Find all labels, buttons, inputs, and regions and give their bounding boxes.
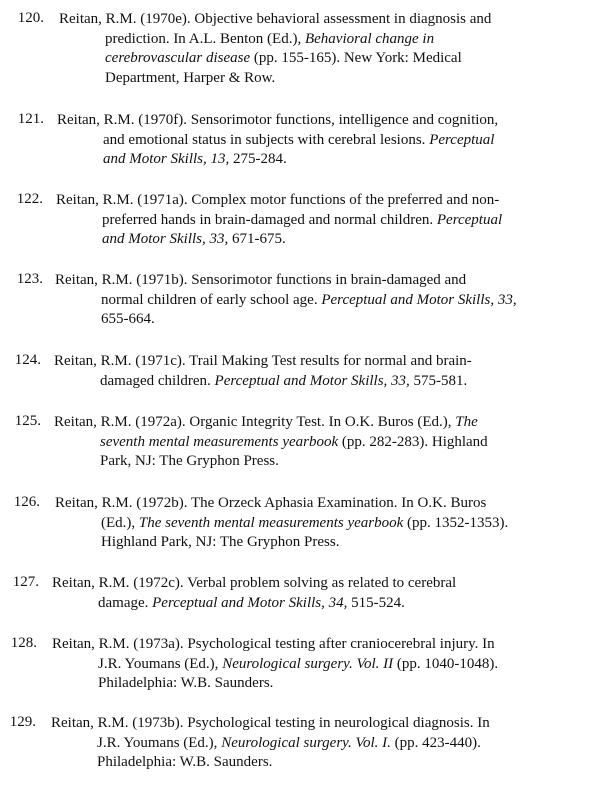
reference-number: 129. [9,714,36,730]
text-segment: normal children of early school age. [101,291,322,308]
text-segment: (pp. 423-440). [390,734,481,751]
text-segment: 515-524. [347,594,405,611]
reference-number: 122. [16,191,43,207]
reference-line [55,533,508,553]
text-segment: Reitan, R.M. (1972b). The Orzeck Aphasia Examination. In O.K. Buros [55,495,487,511]
text-segment: 655-664. [101,311,155,327]
italic-title-segment: Perceptual and Motor Skills, 34, [152,594,348,611]
text-segment: Reitan, R.M. (1970f). Sensorimotor functions, intelligence and cognition, [57,112,499,128]
text-segment: 275-284. [229,151,287,167]
italic-title-segment: Perceptual and Motor Skills, 33, [321,291,517,308]
reference-line [52,655,498,675]
italic-title-segment: and Motor Skills, 33, [102,231,229,247]
text-segment: damaged children. [100,372,215,389]
reference-line [54,352,472,372]
reference-line [51,734,490,754]
reference-number: 120. [17,10,44,26]
reference-number: 123. [16,271,43,287]
italic-title-segment: Neurological surgery. Vol. II [222,655,394,672]
italic-title-segment: The [455,414,478,430]
italic-title-segment: Perceptual [436,211,503,228]
reference-text [55,494,508,553]
text-segment: damage. [98,594,153,611]
text-segment: (pp. 1040-1048). [393,655,499,672]
reference-line [52,594,456,614]
reference-line [55,310,517,330]
text-segment: Reitan, R.M. (1971c). Trail Making Test results for normal and brain- [54,353,472,369]
text-segment: preferred hands in brain-damaged and normal children. [102,211,437,228]
italic-title-segment: and Motor Skills, 13, [103,151,230,167]
reference-line [54,452,488,472]
reference-text [56,191,502,250]
reference-line [56,191,502,211]
text-segment: (pp. 1352-1353). [403,514,509,531]
text-segment: 671-675. [228,231,286,247]
italic-title-segment: Perceptual [429,131,495,148]
reference-line [59,10,491,30]
text-segment: Reitan, R.M. (1973a). Psychological testing after craniocerebral injury. In [52,636,495,652]
reference-line [54,372,472,392]
text-segment: Reitan, R.M. (1972a). Organic Integrity Test. In O.K. Buros (Ed.), [54,414,456,430]
text-segment: Philadelphia: W.B. Saunders. [97,754,273,770]
reference-line [55,291,517,311]
reference-line [59,49,491,69]
text-segment: and emotional status in subjects with cerebral lesions. [103,131,430,148]
text-segment: Reitan, R.M. (1972c). Verbal problem solving as related to cerebral [52,575,457,591]
text-segment: (Ed.), [101,514,139,531]
reference-number: 128. [10,635,37,651]
reference-text [51,714,490,773]
reference-line [51,714,490,734]
text-segment: J.R. Youmans (Ed.), [98,655,223,672]
text-segment: Highland Park, NJ: The Gryphon Press. [101,534,340,550]
italic-title-segment: seventh mental measurements yearbook [100,433,339,450]
reference-line [57,131,498,151]
reference-number: 126. [13,494,40,510]
reference-number: 125. [14,413,41,429]
reference-line [51,753,490,773]
reference-line [56,211,502,231]
text-segment: Philadelphia: W.B. Saunders. [98,675,274,691]
text-segment: prediction. In A.L. Benton (Ed.), [105,30,305,47]
reference-line [59,69,491,89]
reference-line [52,635,498,655]
reference-number: 124. [14,352,41,368]
italic-title-segment: cerebrovascular disease [105,50,251,66]
reference-number: 121. [17,111,44,127]
reference-line [57,150,498,170]
reference-text [52,574,456,613]
reference-text [52,635,498,694]
reference-line [55,514,508,534]
text-segment: (pp. 282-283). Highland [338,433,488,450]
italic-title-segment: Neurological surgery. Vol. I. [221,734,391,751]
text-segment: Reitan, R.M. (1971a). Complex motor functions of the preferred and non- [56,192,500,208]
reference-line [54,433,488,453]
reference-text [54,413,488,472]
text-segment: (pp. 155-165). New York: Medical [250,50,462,66]
text-segment: Reitan, R.M. (1970e). Objective behavioral assessment in diagnosis and [59,11,492,27]
reference-line [56,230,502,250]
text-segment: Reitan, R.M. (1971b). Sensorimotor functions in brain-damaged and [55,272,467,288]
text-segment: Park, NJ: The Gryphon Press. [100,453,279,469]
text-segment: Reitan, R.M. (1973b). Psychological testing in neurological diagnosis. In [51,715,490,731]
reference-number: 127. [12,574,39,590]
reference-line [52,574,456,594]
reference-line [54,413,488,433]
reference-text [55,271,517,330]
reference-text [54,352,472,391]
italic-title-segment: Perceptual and Motor Skills, 33, [214,372,410,389]
reference-line [55,494,508,514]
reference-line [55,271,517,291]
reference-line [59,30,491,50]
italic-title-segment: The seventh mental measurements yearbook [138,514,404,531]
reference-text [59,10,491,88]
italic-title-segment: Behavioral change in [304,30,435,47]
reference-line [52,674,498,694]
reference-text [57,111,498,170]
reference-line [57,111,498,131]
text-segment: 575-581. [409,372,468,389]
text-segment: J.R. Youmans (Ed.), [97,734,222,751]
text-segment: Department, Harper & Row. [105,69,276,86]
